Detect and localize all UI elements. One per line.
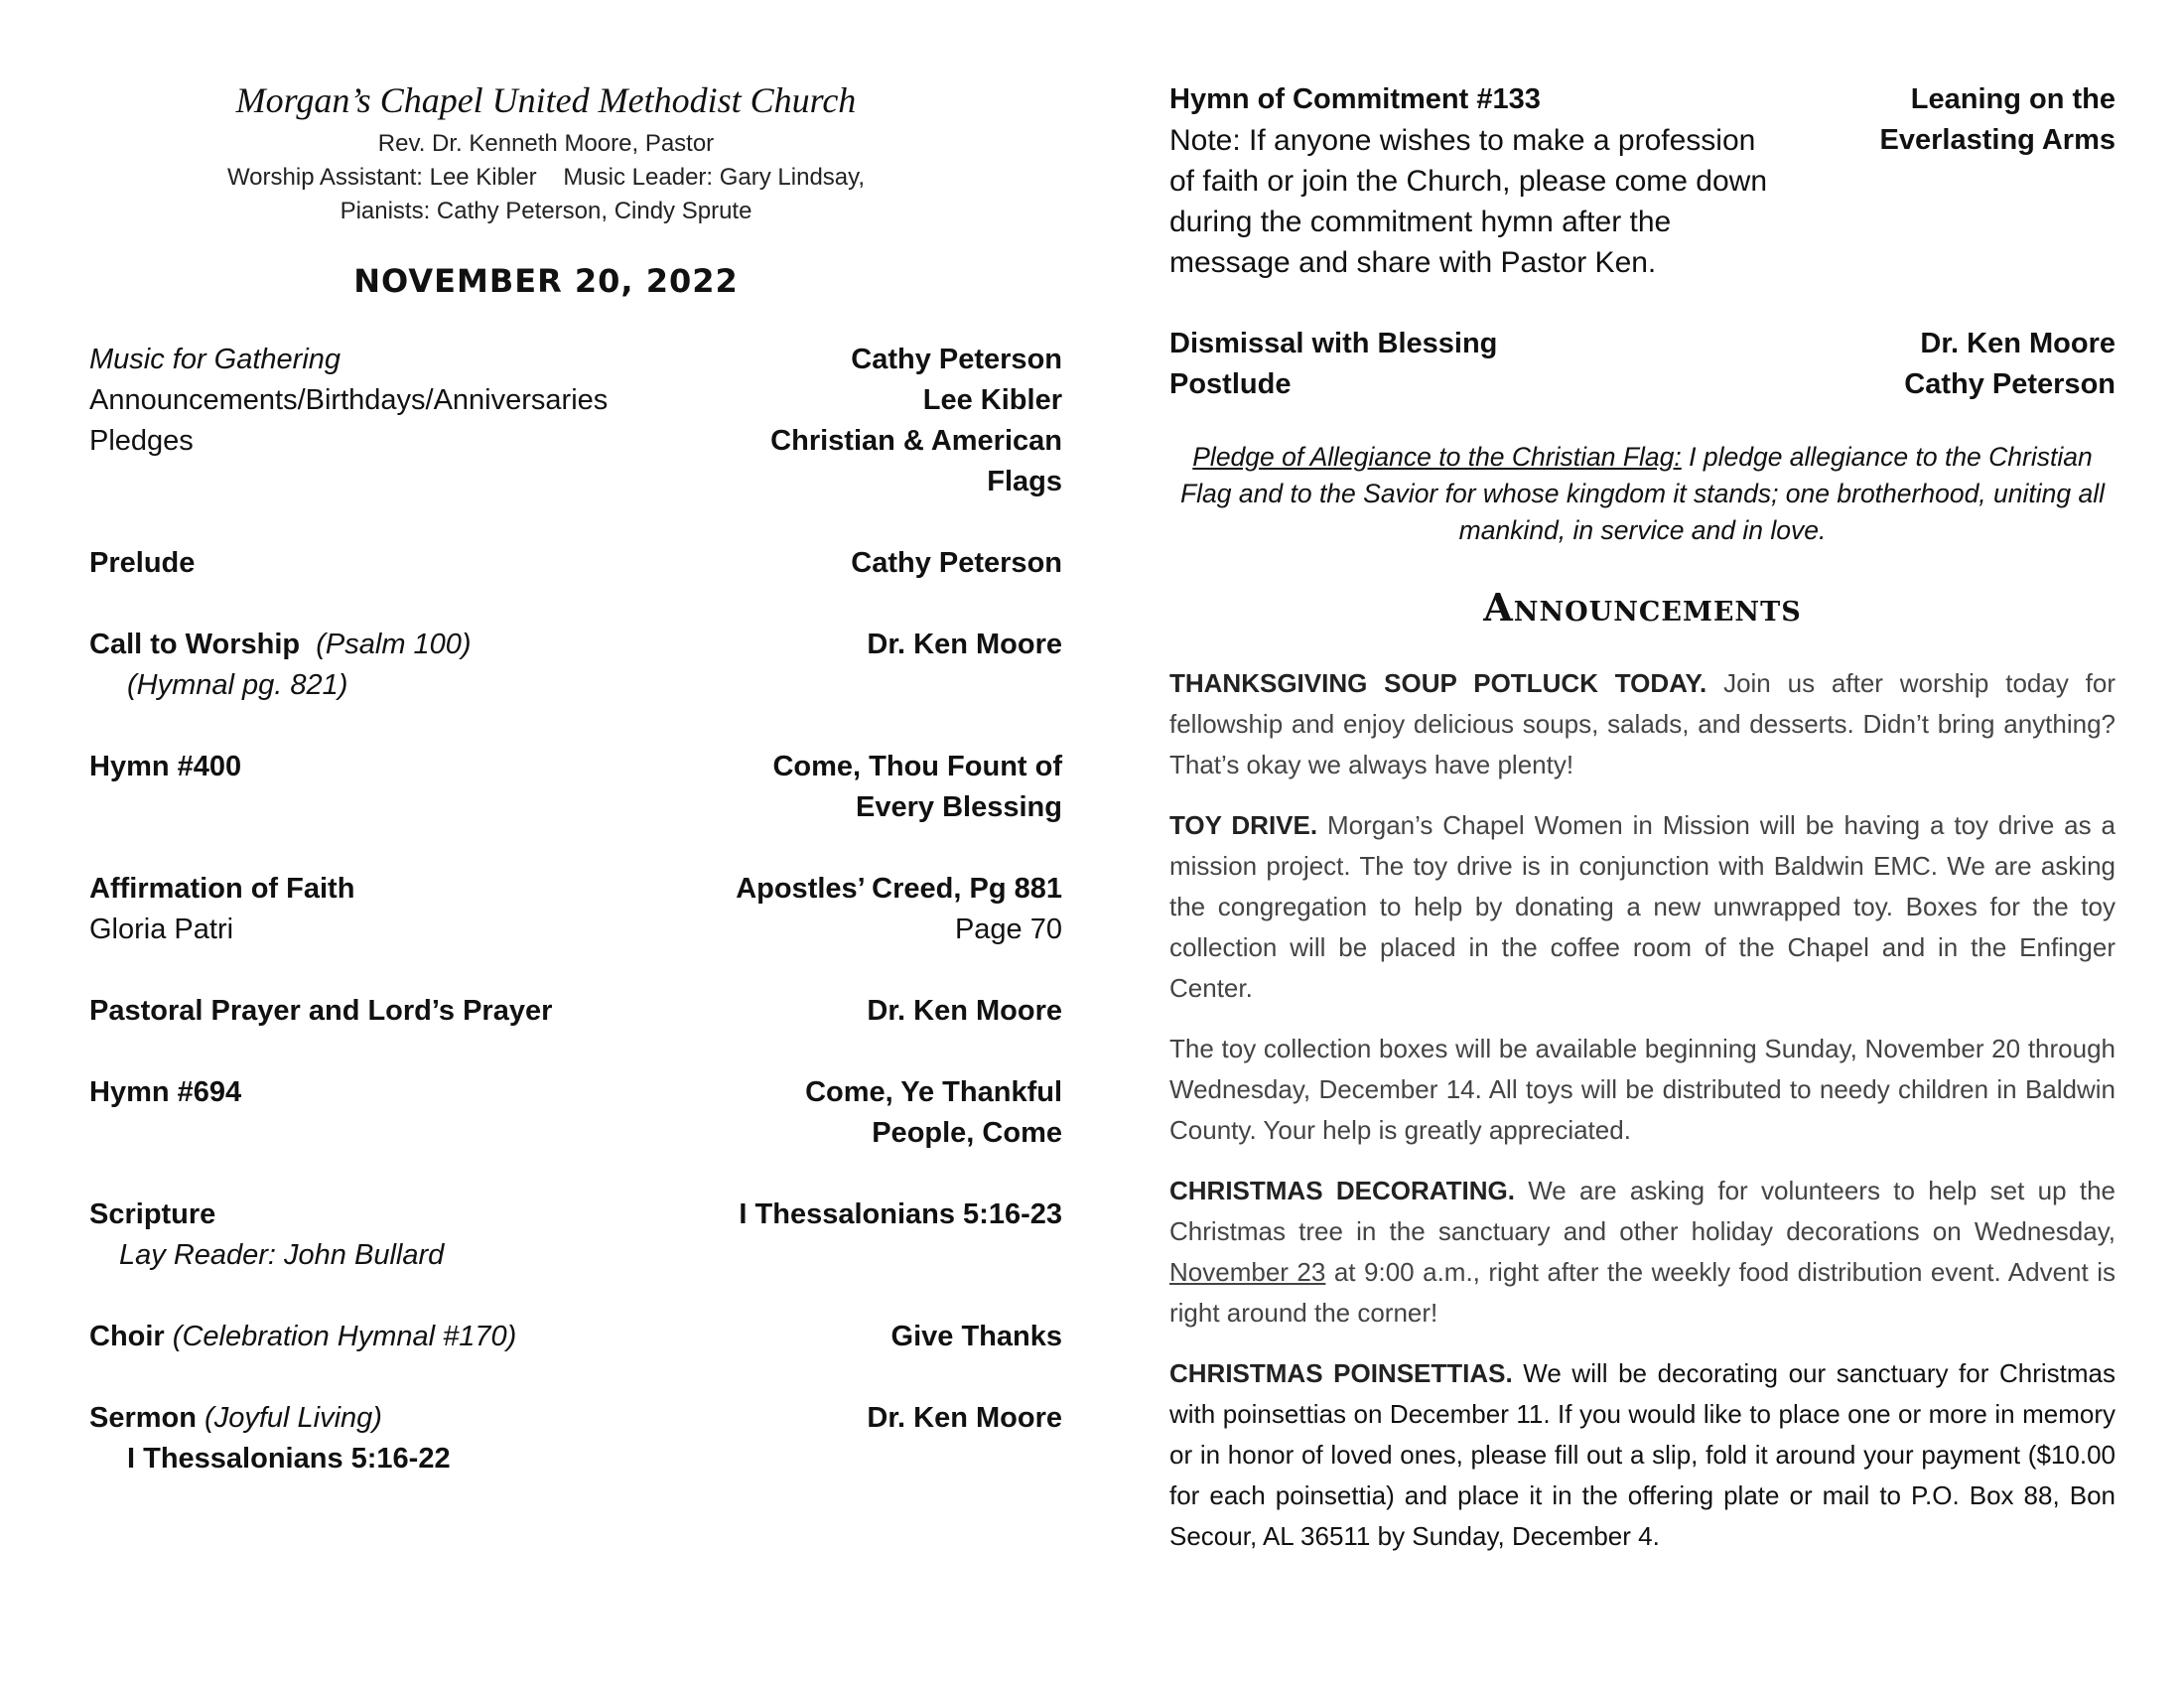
- pledge-title: Pledge of Allegiance to the Christian Flag:: [1192, 442, 1682, 472]
- order-of-worship: [89, 79, 1062, 1479]
- item-value: Apostles’ Creed, Pg 881: [736, 873, 1062, 905]
- item-label: Postlude: [1169, 368, 1292, 400]
- commitment-note: Note: If anyone wishes to make a profession of faith or join the Church, please come down during the commitment hymn after the message and share with Pastor Ken.: [1169, 124, 1768, 279]
- announcement-soup-potluck: [1169, 663, 2116, 785]
- item-hymn-400: [89, 747, 1062, 828]
- announcement-date: November 23: [1169, 1257, 1326, 1287]
- item-label: Sermon: [89, 1402, 197, 1434]
- announcement-poinsettias: [1169, 1353, 2116, 1557]
- item-value: I Thessalonians 5:16-23: [739, 1198, 1062, 1230]
- item-label: Call to Worship: [89, 629, 301, 660]
- item-value: Cathy Peterson: [851, 547, 1062, 579]
- item-gathering: [89, 340, 1062, 380]
- item-prelude: [89, 543, 1062, 584]
- item-label: Scripture: [89, 1198, 216, 1230]
- announcement-text: Morgan’s Chapel Women in Mission will be having a toy drive as a mission project. The toy drive is in conjunction with Baldwin EMC. We are asking the congregation to help by donating a new unwrapped toy. Boxes for the toy collection will be placed in the coffee room of the Chapel and in the Enfinger Center.: [1169, 810, 2116, 1003]
- announcement-text: Join us after worship today for fellowship and enjoy delicious soups, salads, and desserts. Didn’t bring anything? That’s okay we always have plenty!: [1169, 668, 2116, 779]
- announcement-text: We are asking for volunteers to help set up the Christmas tree in the sanctuary and other holiday decorations on Wednesday,: [1169, 1176, 2116, 1246]
- item-label: Dismissal with Blessing: [1169, 328, 1498, 359]
- announcement-toy-drive: [1169, 805, 2116, 1009]
- item-announcements: [89, 380, 1062, 421]
- item-gloria: [89, 910, 1062, 950]
- item-subline: (Hymnal pg. 821): [127, 669, 348, 701]
- item-reference: (Psalm 100): [316, 629, 472, 660]
- item-value: Cathy Peterson: [851, 344, 1062, 375]
- item-label: Prelude: [89, 547, 196, 579]
- announcement-text: at 9:00 a.m., right after the weekly food distribution event. Advent is right around the corner!: [1169, 1257, 2116, 1328]
- item-label: Gloria Patri: [89, 914, 234, 945]
- item-value: Cathy Peterson: [1904, 368, 2116, 400]
- item-hymn-694: [89, 1072, 1062, 1154]
- item-dismissal: [1169, 324, 2116, 364]
- item-value: Give Thanks: [890, 1321, 1062, 1352]
- pianists-line: Pianists: Cathy Peterson, Cindy Sprute: [340, 198, 752, 224]
- item-label: Hymn #400: [89, 751, 242, 782]
- announcements-title: Announcements: [1483, 585, 1802, 630]
- item-value: Dr. Ken Moore: [867, 995, 1062, 1027]
- pledge-text: I pledge allegiance to the Christian Flag and to the Savior for whose kingdom it stands; one brotherhood, uniting all mankind, in service and in love.: [1179, 442, 2105, 545]
- right-column: [1169, 79, 2116, 1577]
- item-subline: I Thessalonians 5:16-22: [127, 1443, 451, 1475]
- item-label: Hymn #694: [89, 1076, 242, 1108]
- announcement-heading: CHRISTMAS POINSETTIAS.: [1169, 1358, 1513, 1388]
- announcement-heading: CHRISTMAS DECORATING.: [1169, 1176, 1515, 1205]
- service-date: NOVEMBER 20, 2022: [353, 262, 739, 300]
- item-pledges: [89, 421, 1062, 502]
- item-value: Come, Ye Thankful People, Come: [805, 1076, 1062, 1149]
- item-value: Come, Thou Fount of Every Blessing: [772, 751, 1062, 823]
- announcement-decorating: [1169, 1171, 2116, 1334]
- item-value: Christian & American Flags: [770, 425, 1062, 497]
- staff-line: Worship Assistant: Lee Kibler Music Leader: Gary Lindsay,: [226, 164, 866, 191]
- item-label: Choir: [89, 1321, 165, 1352]
- announcement-toy-collection: The toy collection boxes will be available beginning Sunday, November 20 through Wednesday, December 14. All toys will be distributed to needy children in Baldwin County. Your help is greatly appreciated.: [1169, 1034, 2116, 1145]
- item-scripture: [89, 1195, 1062, 1235]
- item-label: Music for Gathering: [89, 344, 341, 375]
- item-subline: Lay Reader: John Bullard: [119, 1239, 445, 1271]
- item-label: Pledges: [89, 425, 194, 457]
- announcement-heading: THANKSGIVING SOUP POTLUCK TODAY.: [1169, 668, 1707, 698]
- item-label: Announcements/Birthdays/Anniversaries: [89, 384, 609, 416]
- item-prayer: [89, 991, 1062, 1032]
- item-label: Hymn of Commitment #133: [1169, 83, 1541, 115]
- item-call-to-worship: [89, 625, 1062, 665]
- item-value: Dr. Ken Moore: [867, 1402, 1062, 1434]
- item-label: Pastoral Prayer and Lord’s Prayer: [89, 995, 553, 1027]
- item-value: Page 70: [954, 914, 1062, 945]
- item-value: Dr. Ken Moore: [867, 629, 1062, 660]
- announcement-heading: TOY DRIVE.: [1169, 810, 1318, 840]
- item-value: Lee Kibler: [922, 384, 1062, 416]
- announcement-text: We will be decorating our sanctuary for Christmas with poinsettias on December 11. If you would like to place one or more in memory or in honor of loved ones, please fill out a slip, fold it around your payment ($10.00 for each poinsettia) and place it in the offering plate or mail to P.O. Box 88, Bon Secour, AL 36511 by Sunday, December 4.: [1169, 1358, 2116, 1551]
- item-commitment: [1169, 79, 2116, 283]
- christian-flag-pledge: [1169, 439, 2116, 549]
- pastor-line: Rev. Dr. Kenneth Moore, Pastor: [377, 130, 715, 157]
- item-affirmation: [89, 869, 1062, 910]
- item-reference: (Celebration Hymnal #170): [172, 1321, 517, 1352]
- item-label: Affirmation of Faith: [89, 873, 355, 905]
- church-name: Morgan’s Chapel United Methodist Church: [235, 80, 857, 120]
- item-value: Dr. Ken Moore: [1920, 328, 2116, 359]
- item-postlude: [1169, 364, 2116, 405]
- item-sermon: [89, 1398, 1062, 1439]
- item-reference: (Joyful Living): [205, 1402, 382, 1434]
- item-choir: [89, 1317, 1062, 1357]
- item-value: Leaning on the Everlasting Arms: [1879, 83, 2116, 156]
